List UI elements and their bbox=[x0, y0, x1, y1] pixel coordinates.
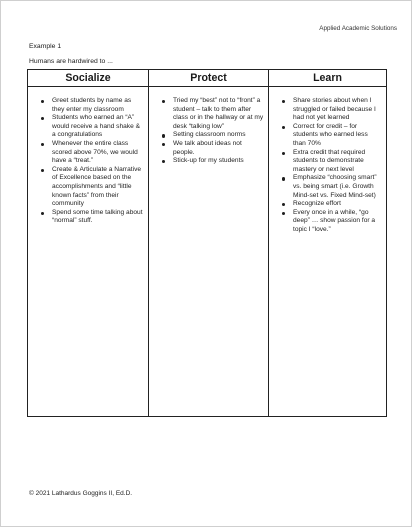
list-item: Setting classroom norms bbox=[173, 131, 264, 140]
example-label: Example 1 bbox=[29, 43, 62, 50]
list-item: Students who earned an “A” would receive a hand shake & a congratulations bbox=[52, 114, 144, 140]
list-item: Extra credit that required students to demonstrate mastery or next level bbox=[293, 149, 382, 175]
list-item: Emphasize “choosing smart” vs. being smart (i.e. Growth Mind-set vs. Fixed Mind-set) bbox=[293, 174, 382, 200]
column-header-socialize: Socialize bbox=[28, 70, 148, 87]
hardwired-table bbox=[27, 69, 387, 417]
list-item: Whenever the entire class scored above 70%, we would have a “treat.” bbox=[52, 140, 144, 166]
socialize-list bbox=[28, 97, 144, 226]
learn-list bbox=[269, 97, 382, 235]
list-item: Tried my “best” not to “front” a student – talk to them after class or in the hallway or at my desk “talking low” bbox=[173, 97, 264, 130]
list-item: Recognize effort bbox=[293, 200, 382, 209]
brand-header: Applied Academic Solutions bbox=[319, 25, 397, 32]
list-item: We talk about ideas not people. bbox=[173, 140, 264, 157]
list-item: Greet students by name as they enter my classroom bbox=[52, 97, 144, 114]
column-learn bbox=[268, 87, 386, 416]
copyright-footer: © 2021 Lathardus Goggins II, Ed.D. bbox=[29, 490, 133, 497]
intro-text: Humans are hardwired to ... bbox=[29, 58, 113, 65]
list-item: Every once in a while, “go deep” … show passion for a topic I “love.” bbox=[293, 209, 382, 235]
list-item: Spend some time talking about “normal” stuff. bbox=[52, 208, 143, 225]
column-protect bbox=[148, 87, 268, 416]
list-item: Stick-up for my students bbox=[173, 157, 264, 166]
column-socialize bbox=[28, 87, 148, 416]
protect-list bbox=[149, 97, 264, 166]
list-item: Share stories about when I struggled or failed because I had not yet learned bbox=[293, 97, 382, 123]
list-item: Correct for credit – for students who earned less than 70% bbox=[293, 123, 382, 149]
list-item: Create & Articulate a Narrative of Excellence based on the accomplishments and “little known facts” from their community bbox=[52, 166, 144, 209]
column-header-learn: Learn bbox=[268, 70, 386, 87]
column-header-protect: Protect bbox=[148, 70, 268, 87]
